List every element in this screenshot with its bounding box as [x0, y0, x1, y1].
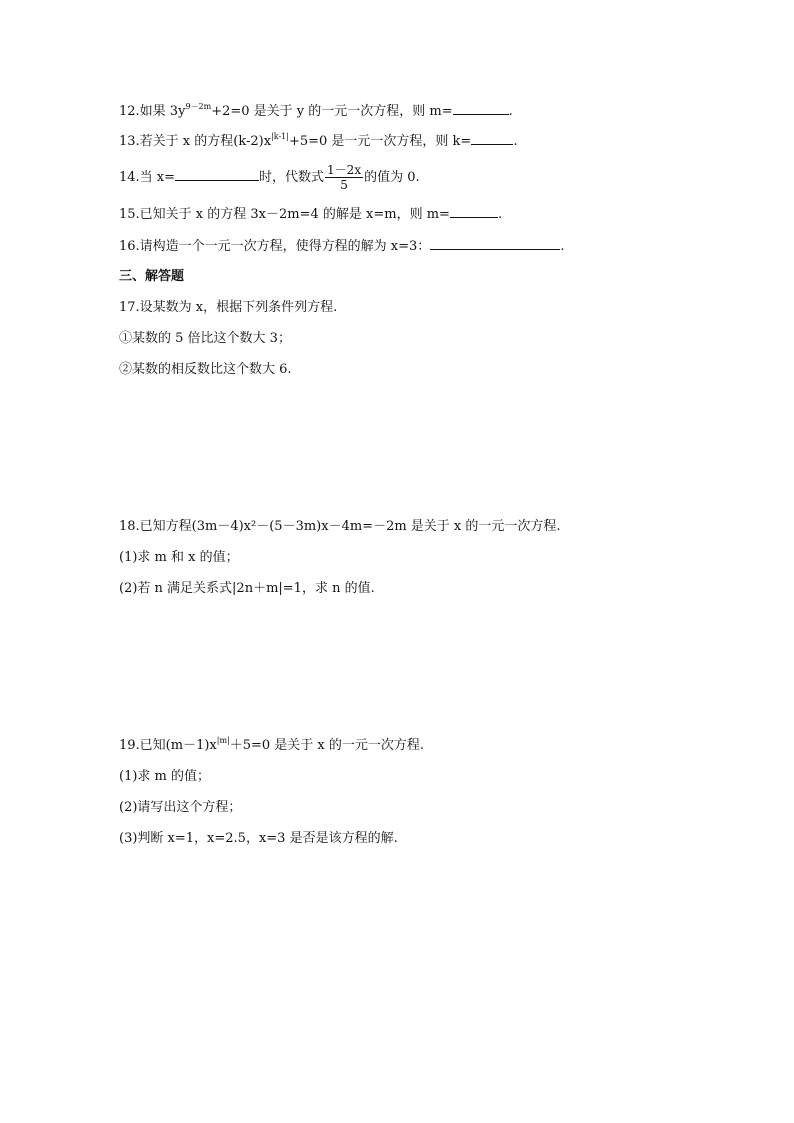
question-18-part-2: (2)若 n 满足关系式|2n＋m|=1，求 n 的值. — [119, 581, 375, 596]
answer-blank-14[interactable] — [175, 168, 259, 181]
q13-text-c: . — [513, 134, 518, 149]
answer-blank-16[interactable] — [430, 237, 560, 250]
q14-text-c: 的值为 0. — [364, 170, 420, 185]
answer-blank-13[interactable] — [471, 132, 513, 145]
q14-text-a: 14.当 x= — [119, 170, 176, 185]
q12-text-b: +2=0 是关于 y 的一元一次方程，则 m= — [211, 104, 453, 119]
question-19-part-2: (2)请写出这个方程； — [119, 800, 242, 815]
question-15 — [119, 205, 502, 224]
answer-blank-15[interactable] — [450, 205, 498, 218]
q15-text-a: 15.已知关于 x 的方程 3x－2m=4 的解是 x=m，则 m= — [119, 207, 450, 222]
question-13 — [119, 132, 517, 151]
question-17-part-2: ②某数的相反数比这个数大 6. — [119, 362, 292, 377]
question-16 — [119, 237, 564, 256]
question-17-stem: 17.设某数为 x，根据下列条件列方程. — [119, 300, 338, 315]
question-14 — [119, 163, 420, 192]
q16-text-c: . — [560, 239, 565, 254]
q13-exponent: |k-1| — [271, 131, 289, 141]
q12-text-a: 12.如果 3y — [119, 104, 186, 119]
fraction — [325, 163, 363, 192]
q16-text-a: 16.请构造一个一元一次方程，使得方程的解为 x=3： — [119, 239, 431, 254]
question-18-stem: 18.已知方程(3m－4)x²－(5－3m)x－4m=－2m 是关于 x 的一元一次方程. — [119, 519, 561, 534]
question-12 — [119, 102, 513, 121]
question-19-part-1: (1)求 m 的值； — [119, 769, 211, 784]
q14-text-b: 时，代数式 — [259, 170, 325, 185]
q13-text-a: 13.若关于 x 的方程(k-2)x — [119, 134, 272, 149]
q12-exponent: 9－2m — [185, 101, 212, 111]
q19-text-b: ＋5=0 是关于 x 的一元一次方程. — [229, 738, 425, 753]
answer-blank-12[interactable] — [453, 102, 509, 115]
question-17-part-1: ①某数的 5 倍比这个数大 3； — [119, 331, 291, 346]
fraction-numerator: 1－2x — [327, 163, 362, 177]
q19-text-a: 19.已知(m－1)x — [119, 738, 217, 753]
section-heading: 三、解答题 — [119, 269, 185, 284]
q19-exponent: |m| — [216, 735, 230, 745]
question-18-part-1: (1)求 m 和 x 的值； — [119, 550, 239, 565]
q15-text-c: . — [497, 207, 503, 222]
question-19-stem — [119, 737, 424, 755]
question-19-part-3: (3)判断 x=1，x=2.5，x=3 是否是该方程的解. — [119, 831, 398, 846]
fraction-denominator: 5 — [340, 178, 348, 192]
q13-text-b: +5=0 是一元一次方程，则 k= — [288, 134, 472, 149]
q12-text-c: . — [508, 104, 513, 119]
